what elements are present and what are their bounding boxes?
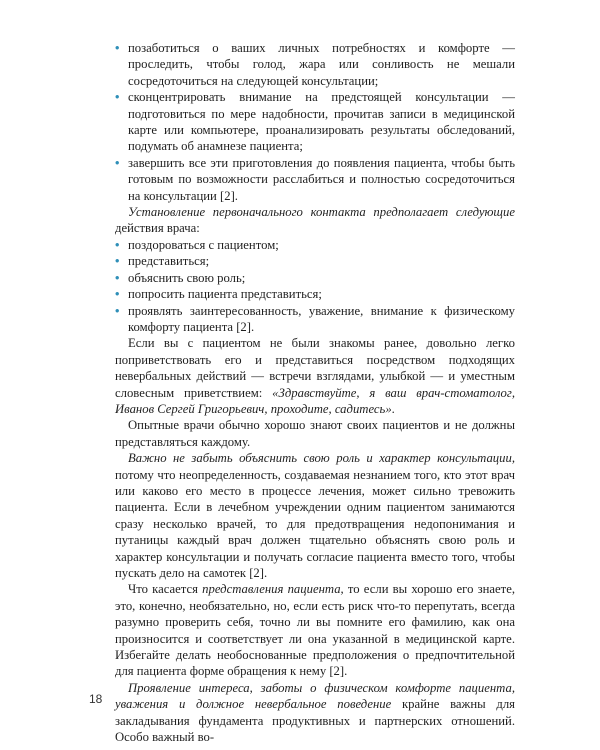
list-item: • проявлять заинтересованность, уважение, внимание к физическому комфорту пациента [2]. xyxy=(115,303,515,334)
list-item: • попросить пациента представиться; xyxy=(115,287,322,302)
list-item: • объяснить свою роль; xyxy=(115,270,246,285)
bullet-icon: • xyxy=(115,155,120,170)
bullet-icon: • xyxy=(115,254,120,269)
list-item: • поздороваться с пациентом; xyxy=(115,237,279,252)
list-item: • представиться; xyxy=(115,254,210,269)
bullet-icon: • xyxy=(115,287,120,302)
bullet-icon: • xyxy=(115,303,120,318)
paragraph-patient-intro: Что касается представления пациента, то если вы хорошо его знаете, это, конечно, необязательно, но, если есть риск что-то перепутать, всегда разумно проверить себя, точно ли вы помните его фамилию, как она произносится и соответствует ли она указанной в медицинской карте. Избегайте делать необоснованные предположения о предпочтительной для пациента форме обращения к нему [2]. xyxy=(115,582,516,679)
paragraph-greeting: Если вы с пациентом не были знакомы ранее, довольно легко поприветствовать его и представиться посредством подходящих невербальных действий — встречи взглядами, улыбкой — и уместным словесным приветствием: «Здравствуйте, я ваш врач-стоматолог, Иванов Сергей Григорьевич, проходите, садитесь». xyxy=(115,336,515,416)
paragraph-role: Важно не забыть объяснить свою роль и характер консультации, потому что неопределенность, создаваемая незнанием того, кто этот врач или каково его место в процессе лечения, может сильно тревожить пациента. Если в лечебном учреждении одним пациентом занимаются сразу несколько врачей, то для предотвращения недопонимания и путаницы каждый врач должен тщательно объяснять свою роль и характер консультации и получать согласие пациента вместо того, чтобы пускать дело на самотек [2]. xyxy=(115,451,515,580)
list-item: • сконцентрировать внимание на предстоящей консультации — подготовиться по мере надобности, прочитав записи в медицинской карте или компьютере, проанализировать результаты обследований, подумать об анамнезе пациента; xyxy=(115,90,515,154)
bullet-icon: • xyxy=(115,90,120,105)
bullet-icon: • xyxy=(115,41,120,55)
page-body xyxy=(115,40,515,745)
page-number: 18 xyxy=(89,692,103,706)
list-item: • завершить все эти приготовления до появления пациента, чтобы быть готовым по возможности расслабиться и полностью сосредоточиться на консультации [2]. xyxy=(115,155,515,203)
paragraph-contact-intro: Установление первоначального контакта предполагает следующие действия врача: xyxy=(115,205,515,236)
bullet-icon: • xyxy=(115,270,120,285)
paragraph-interest: Проявление интереса, заботы о физическом комфорте пациента, уважения и должное невербальное поведение крайне важны для закладывания фундамента продуктивных и партнерских отношений. Особо важный во- xyxy=(115,680,516,745)
list-item: • позаботиться о ваших личных потребностях и комфорте — проследить, чтобы голод, жара или сонливость не мешали сосредоточиться на следующей консультации; xyxy=(115,41,515,88)
bullet-icon: • xyxy=(115,237,120,252)
paragraph-experienced: Опытные врачи обычно хорошо знают своих пациентов и не должны представляться каждому. xyxy=(115,418,515,449)
